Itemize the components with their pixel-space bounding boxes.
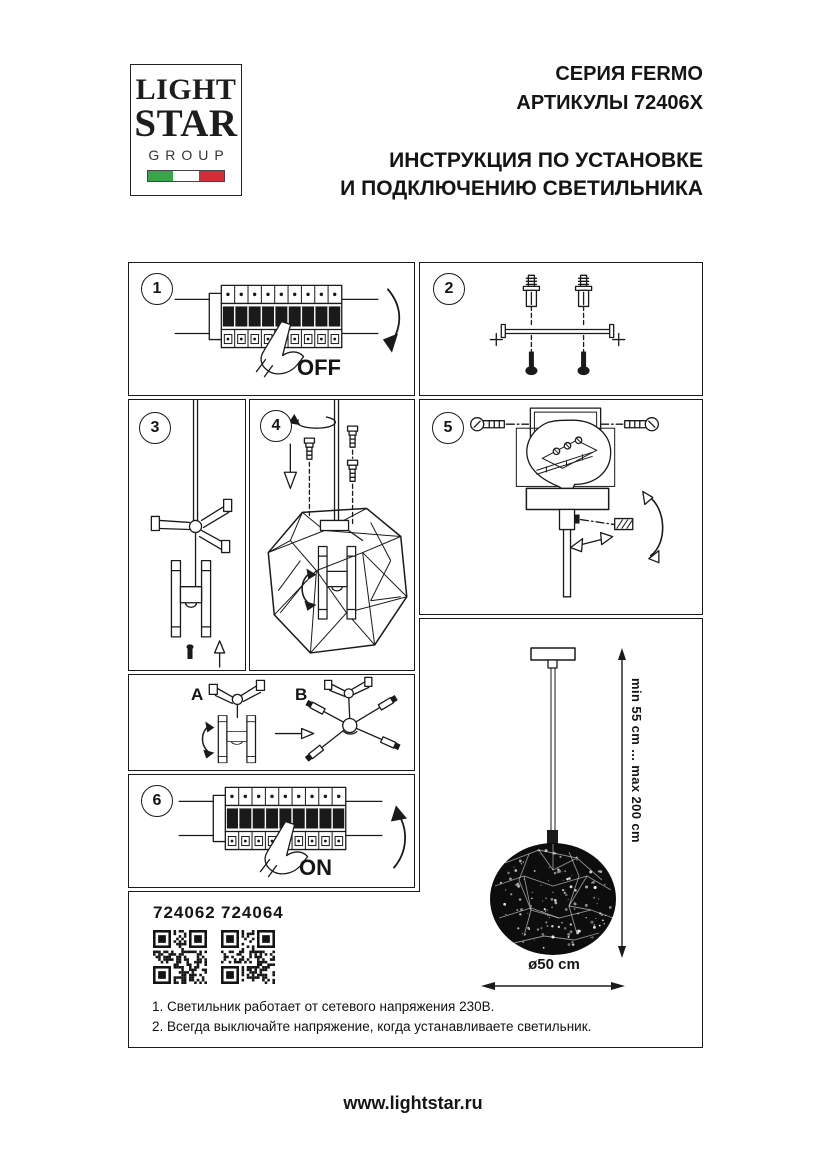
step-6-badge: 6	[141, 785, 173, 817]
italian-flag-bar	[147, 170, 225, 182]
step-2-panel	[419, 262, 703, 396]
logo-text-group: GROUP	[148, 147, 230, 163]
height-range-label: min 55 cm ... max 200 cm	[629, 678, 644, 843]
step-2-badge: 2	[433, 273, 465, 305]
articles-title: АРТИКУЛЫ 72406X	[516, 92, 703, 114]
variant-a-label: A	[191, 685, 204, 704]
logo-text-light: LIGHT	[135, 73, 237, 106]
off-label: OFF	[297, 355, 341, 380]
flag-white	[173, 171, 198, 181]
breaker-on-drawing	[129, 775, 414, 887]
note-2: 2. Всегда выключайте напряжение, когда устанавливаете светильник.	[152, 1019, 592, 1034]
qr-code-724064	[221, 930, 275, 984]
on-label: ON	[299, 855, 332, 880]
step-5-panel	[419, 399, 703, 615]
flag-red	[199, 171, 224, 181]
product-code-1: 724062	[153, 903, 216, 922]
step-3-panel	[128, 399, 246, 671]
arm-positions-drawing	[129, 675, 414, 770]
step-3-badge: 3	[139, 412, 171, 444]
product-code-2: 724064	[221, 903, 284, 922]
flag-green	[148, 171, 173, 181]
header-text	[340, 62, 703, 203]
series-title: СЕРИЯ FERMO	[555, 63, 703, 85]
step-4-panel	[249, 399, 415, 671]
diameter-label: ø50 cm	[528, 956, 580, 973]
pendant-lamp-svg	[419, 618, 703, 1048]
website-link: www.lightstar.ru	[343, 1093, 483, 1113]
instruction-title-line2: И ПОДКЛЮЧЕНИЮ СВЕТИЛЬНИКА	[340, 177, 703, 200]
step-6-panel	[128, 774, 415, 888]
instruction-title-line1: ИНСТРУКЦИЯ ПО УСТАНОВКЕ	[389, 149, 703, 172]
lightstar-logo	[130, 64, 242, 196]
step-5-badge: 5	[432, 412, 464, 444]
step-4-badge: 4	[260, 410, 292, 442]
variant-b-label: B	[295, 685, 308, 704]
logo-text-star: STAR	[134, 102, 238, 145]
note-1: 1. Светильник работает от сетевого напряжения 230В.	[152, 999, 495, 1014]
pendant-lamp-drawing	[419, 618, 703, 1048]
step-1-panel	[128, 262, 415, 396]
variant-ab-panel	[128, 674, 415, 771]
instruction-title	[340, 147, 703, 203]
qr-code-724062	[153, 930, 207, 984]
step-1-badge: 1	[141, 273, 173, 305]
bottom-panel-divider	[128, 891, 420, 892]
